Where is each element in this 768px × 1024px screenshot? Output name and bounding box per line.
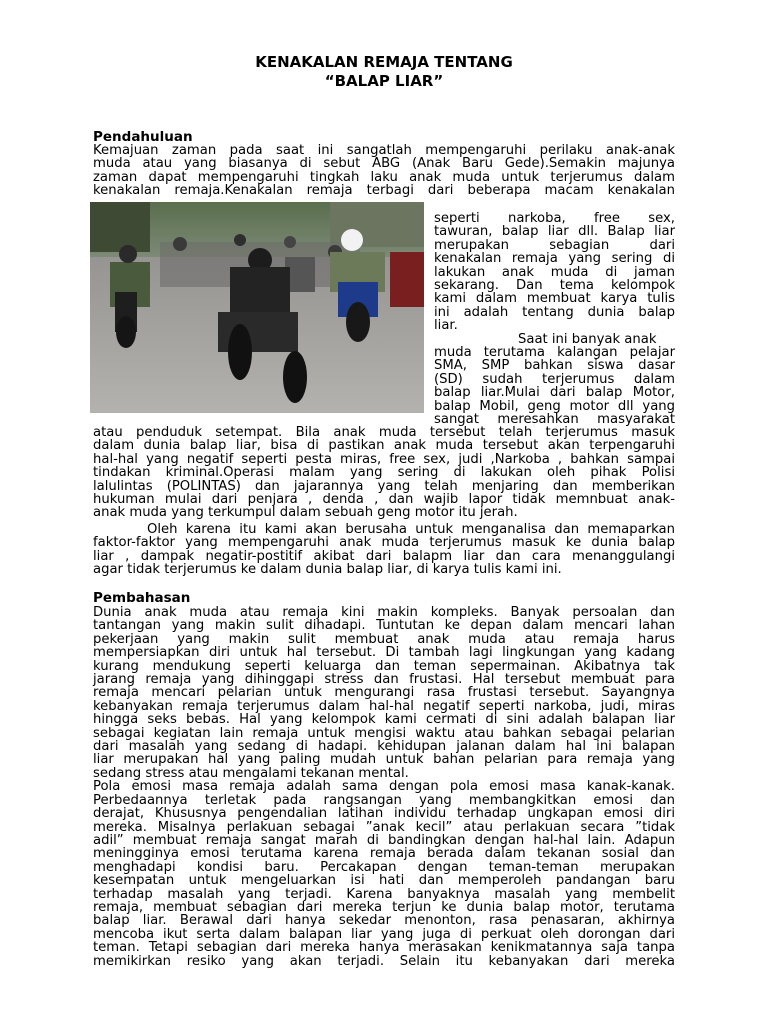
text-line: remaja mencari pelarian untuk mengurangi rasa frustasi tersebut. Sayangnya [93, 685, 675, 701]
text-line: tantangan yang makin sulit dihadapi. Tuntutan ke depan dalam mencari lahan [93, 618, 675, 634]
text-line: meningginya emosi terutama karena remaja berada dalam tekanan sosial dan [93, 846, 675, 862]
text-line: kurang mendukung seperti keluarga dan teman sepermainan. Akibatnya tak [93, 658, 675, 674]
text-line: liar , dampak negatir-postitif akibat dari balapm liar dan cara menanggulangi [93, 548, 675, 564]
text-line: mencoba ikut serta dalam balapan liar yang juga di perkuat oleh dorongan dari [93, 926, 675, 942]
text-line: muda terutama kalangan pelajar [434, 345, 675, 361]
text-line: teman. Tetapi sebagian dari mereka hanya merasakan kenikmatannya saja tanpa [93, 940, 675, 956]
text-line: faktor-faktor yang mempengaruhi anak muda terjerumus masuk ke dunia balap [93, 535, 675, 551]
side-paragraph [434, 212, 675, 427]
after-photo-paragraph [93, 426, 675, 520]
text-line: kenakalan remaja yang sering di [434, 251, 675, 267]
text-line: balap liar. Berawal dari hanya sekedar menonton, rasa penasaran, akhirnya [93, 913, 675, 929]
text-line: ini adalah tentang dunia balap [434, 304, 675, 320]
text-line: muda atau yang biasanya di sebut ABG (Anak Baru Gede).Semakin majunya [93, 156, 675, 172]
text-line: dari masalah yang sedang di hadapi. kehidupan jalanan dalam hal ini balapan [93, 739, 675, 755]
text-line: dalam dunia balap liar, bisa di pastikan anak muda tersebut akan terpengaruhi [93, 438, 675, 454]
text-line: hal-hal yang negatif seperti pesta miras, free sex, judi ,Narkoba , bahkan sampai [93, 451, 675, 467]
text-line: atau penduduk setempat. Bila anak muda tersebut telah terjerumus masuk [93, 425, 675, 440]
text-line: zaman dapat mempengaruhi tingkah laku anak muda untuk terjerumus dalam [93, 169, 675, 185]
text-line: terhadap masalah yang terjadi. Karena banyaknya masalah yang membelit [93, 886, 675, 902]
text-line: kesempatan untuk mengeluarkan isi hati dan memperoleh pandangan baru [93, 873, 675, 889]
text-line: agar tidak terjerumus ke dalam dunia balap liar, di karya tulis kami ini. [93, 562, 562, 578]
text-line: remaja, membuat sebagian dari mereka terjun ke dunia balap motor, terutama [93, 899, 675, 915]
text-line: (SD) sudah terjerumus dalam [434, 371, 675, 387]
text-line: adil” membuat remaja sangat marah di bandingkan dengan hal-hal lain. Adapun [93, 832, 675, 848]
text-line: Perbedaannya terletak pada rangsangan yang membangkitkan emosi dan [93, 792, 675, 808]
text-line: kenakalan remaja.Kenakalan remaja terbagi dari beberapa macam kenakalan [93, 183, 675, 199]
text-line: lalulintas (POLINTAS) dan jajarannya yang telah menjaring dan memberikan [93, 478, 675, 494]
document-title-line-1: KENAKALAN REMAJA TENTANG [255, 53, 513, 71]
text-line: derajat, Khususnya pengendalian latihan individu terhadap ungkapan emosi diri [93, 806, 675, 822]
text-line: liar. [434, 318, 458, 334]
closing-paragraph [93, 523, 675, 577]
text-line: liar merupakan hal yang paling mudah untuk bahan pelarian para remaja yang [93, 752, 675, 768]
text-line: sebagai kegiatan lain remaja untuk mengisi waktu atau bahkan sebagai pelarian [93, 725, 675, 741]
text-line: Oleh karena itu kami akan berusaha untuk menganalisa dan memaparkan [147, 522, 675, 537]
text-line: mereka. Misalnya perlakuan sebagai ”anak kecil” atau perlakuan secara ”tidak [93, 819, 675, 835]
section-heading-pembahasan: Pembahasan [93, 590, 191, 606]
text-line: jarang remaja yang dihinggapi stress dan frustasi. Hal tersebut membuat para [93, 672, 675, 688]
body-paragraph [93, 606, 675, 968]
text-line: lakukan anak muda di jaman [434, 264, 675, 280]
text-line: balap liar.Mulai dari balap Motor, [434, 385, 675, 401]
text-line: memikirkan resiko yang akan terjadi. Selain itu kebanyakan dari mereka [93, 953, 675, 969]
document-title-line-2: “BALAP LIAR” [324, 72, 444, 90]
text-line: kebanyakan remaja terjerumus dalam hal-hal negatif seperti narkoba, judi, miras [93, 698, 675, 714]
text-line: sekarang. Dan tema kelompok [434, 278, 675, 294]
text-line: tindakan kriminal.Operasi malam yang sering di lakukan oleh pihak Polisi [93, 465, 675, 481]
text-line: tawuran, balap liar dll. Balap liar [434, 224, 675, 240]
intro-paragraph [93, 144, 675, 198]
text-line: sedang stress atau mengalami tekanan mental. [93, 765, 409, 781]
text-line: kami dalam membuat karya tulis [434, 291, 675, 307]
text-line: balap Mobil, geng motor dll yang [434, 398, 675, 414]
text-line: pekerjaan yang makin sulit membuat anak muda atau remaja harus [93, 631, 675, 647]
street-racing-photo [90, 202, 424, 413]
text-line: hukuman mulai dari penjara , denda , dan wajib lapor tidak memnbuat anak- [93, 492, 675, 508]
text-line: Pola emosi masa remaja adalah sama dengan pola emosi masa kanak-kanak. [93, 779, 675, 795]
text-line: SMA, SMP bahkan siswa dasar [434, 358, 675, 374]
text-line: Saat ini banyak anak [518, 331, 657, 347]
text-line: Dunia anak muda atau remaja kini makin kompleks. Banyak persoalan dan [93, 605, 675, 620]
text-line: Kemajuan zaman pada saat ini sangatlah mempengaruhi perilaku anak-anak [93, 143, 675, 158]
section-heading-pendahuluan: Pendahuluan [93, 129, 193, 145]
text-line: seperti narkoba, free sex, [434, 211, 675, 226]
text-line: merupakan sebagian dari [434, 237, 675, 253]
text-line: menghadapi kondisi baru. Percakapan dengan teman-teman merupakan [93, 859, 675, 875]
text-line: sangat meresahkan masyarakat [434, 412, 675, 428]
text-line: mempersiapkan diri untuk hal tersebut. Di tambah lagi lingkungan yang kadang [93, 645, 675, 661]
text-line: hingga seks bebas. Hal yang kelompok kami cermati di sini adalah balapan liar [93, 712, 675, 728]
text-line: anak muda yang terkumpul dalam sebuah geng motor itu jerah. [93, 505, 518, 521]
